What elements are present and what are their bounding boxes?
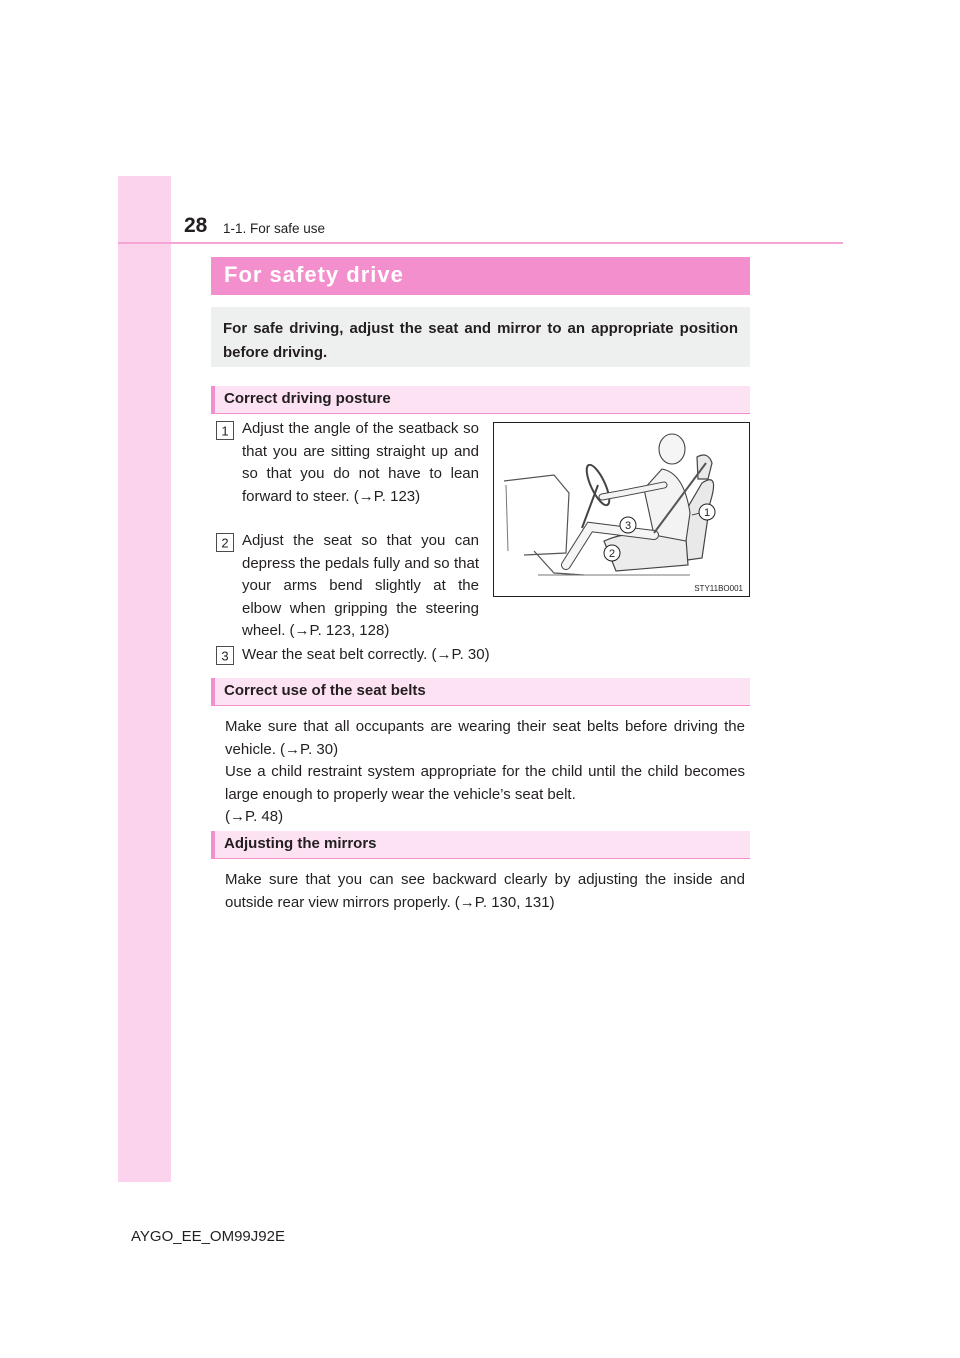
section-label: 1-1. For safe use	[223, 221, 326, 236]
document-code: AYGO_EE_OM99J92E	[131, 1228, 285, 1245]
intro-box	[211, 307, 750, 367]
driving-posture-figure	[493, 422, 750, 597]
side-color-band	[118, 176, 171, 1182]
svg-text:1: 1	[221, 423, 229, 439]
seatbelt-heading: Correct use of the seat belts	[224, 682, 426, 699]
svg-text:3: 3	[221, 648, 229, 664]
number-2-icon	[216, 533, 234, 552]
posture-heading-bar	[211, 386, 750, 414]
svg-text:3: 3	[624, 520, 632, 532]
posture-heading: Correct driving posture	[224, 390, 391, 407]
seatbelt-text-3: (→P. 48)	[225, 808, 284, 825]
title-bar	[211, 257, 750, 295]
callout-3	[620, 517, 636, 533]
number-1-icon	[216, 421, 234, 440]
posture-item-2-text: Adjust the seat so that you can depress the pedals fully and so that your arms bend slightly at the elbow when gripping the steering wheel. (→P. 123, 128)	[242, 532, 479, 639]
mirrors-heading-bar	[211, 831, 750, 859]
svg-text:2: 2	[221, 535, 229, 551]
mirrors-text: Make sure that you can see backward clearly by adjusting the inside and outside rear view mirrors properly. (→P. 130, 131)	[225, 871, 745, 911]
posture-item-1-text: Adjust the angle of the seatback so that you are sitting straight up and so that you do not have to lean forward to steer. (→P. 123)	[242, 420, 479, 505]
page-title: For safety drive	[224, 262, 404, 287]
mirrors-heading: Adjusting the mirrors	[224, 835, 377, 852]
number-3-icon	[216, 646, 234, 665]
svg-text:2: 2	[608, 548, 616, 560]
driver-seat-posture-illustration-icon	[494, 423, 749, 596]
page-number: 28	[184, 214, 208, 237]
figure-code: STY11BO001	[694, 584, 743, 593]
callout-2	[604, 545, 620, 561]
posture-item-3-text: Wear the seat belt correctly. (→P. 30)	[242, 646, 490, 663]
intro-text: For safe driving, adjust the seat and mirror to an appropriate position before driving.	[223, 320, 738, 361]
seatbelt-text-2: Use a child restraint system appropriate for the child until the child becomes large enough to properly wear the vehicle’s seat belt.	[225, 763, 745, 803]
seatbelt-heading-bar	[211, 678, 750, 706]
header-divider	[118, 242, 843, 244]
seatbelt-text-1: Make sure that all occupants are wearing their seat belts before driving the vehicle. (→P. 30)	[225, 718, 745, 758]
svg-text:1: 1	[703, 507, 711, 519]
